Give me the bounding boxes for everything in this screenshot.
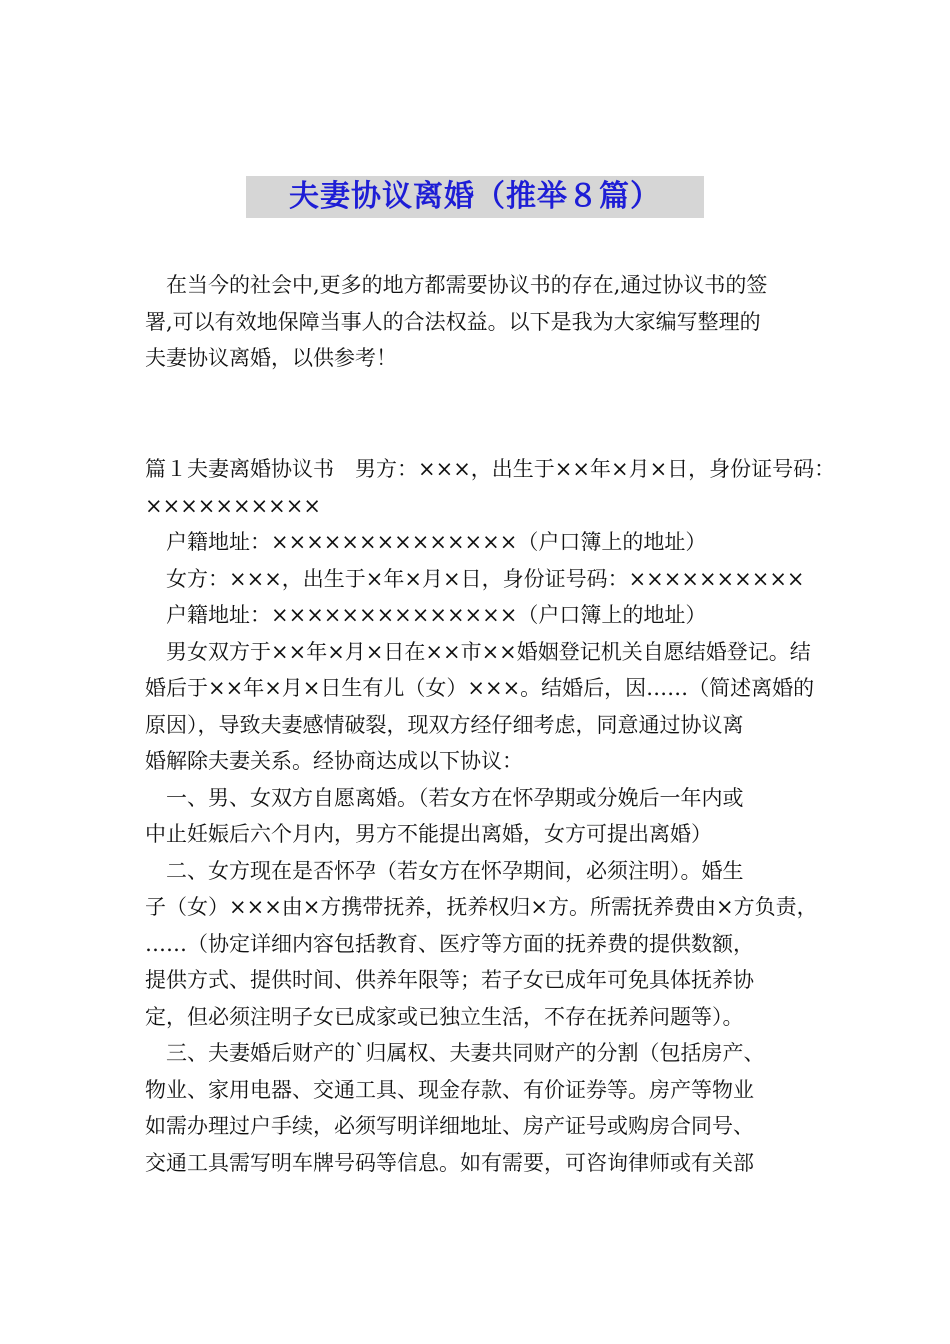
agreement-line: 如需办理过户手续，必须写明详细地址、房产证号或购房合同号、 [145,1114,754,1138]
title-highlight [246,176,704,218]
agreement-line: 一、男、女双方自愿离婚。（若女方在怀孕期或分娩后一年内或 [166,785,744,810]
intro-line: 夫妻协议离婚，以供参考！ [145,346,397,370]
agreement-line: 户籍地址：××××××××××××××（户口簿上的地址） [166,530,707,554]
agreement-line: 男女双方于××年×月×日在××市××婚姻登记机关自愿结婚登记。结 [166,639,811,664]
intro-paragraph [145,267,815,377]
agreement-heading-line: 篇１夫妻离婚协议书 男方：×××，出生于××年×月×日，身份证号码： [145,457,836,481]
agreement-line: 原因），导致夫妻感情破裂，现双方经仔细考虑，同意通过协议离 [145,712,744,737]
agreement-line: 女方：×××，出生于×年×月×日，身份证号码：×××××××××× [166,566,805,591]
agreement-section [145,451,836,1181]
agreement-line: 婚后于××年×月×日生有儿（女）×××。结婚后，因……（简述离婚的 [145,676,815,700]
agreement-line: 子（女）×××由×方携带抚养，抚养权归×方。所需抚养费由×方负责， [145,895,818,919]
intro-line: 在当今的社会中,更多的地方都需要协议书的存在,通过协议书的签 [166,273,768,297]
agreement-line: 定，但必须注明子女已成家或已独立生活，不存在抚养问题等）。 [145,1004,744,1029]
agreement-line: 中止妊娠后六个月内，男方不能提出离婚，女方可提出离婚） [145,822,712,846]
agreement-line: ……（协定详细内容包括教育、医疗等方面的抚养费的提供数额， [145,931,754,956]
agreement-line: 交通工具需写明车牌号码等信息。如有需要，可咨询律师或有关部 [145,1150,754,1175]
agreement-line: 物业、家用电器、交通工具、现金存款、有价证券等。房产等物业 [145,1077,754,1102]
agreement-line: 二、女方现在是否怀孕（若女方在怀孕期间，必须注明）。婚生 [166,858,744,883]
intro-line: 署,可以有效地保障当事人的合法权益。以下是我为大家编写整理的 [145,309,761,334]
agreement-line: 婚解除夫妻关系。经协商达成以下协议： [145,749,523,773]
agreement-line: 户籍地址：××××××××××××××（户口簿上的地址） [166,603,707,627]
document-title: 夫妻协议离婚（推举８篇） [289,179,661,214]
agreement-line: 三、夫妻婚后财产的`归属权、夫妻共同财产的分割（包括房产、 [166,1041,765,1065]
agreement-line: 提供方式、提供时间、供养年限等；若子女已成年可免具体抚养协 [145,968,754,992]
agreement-line: ×××××××××× [145,493,321,518]
